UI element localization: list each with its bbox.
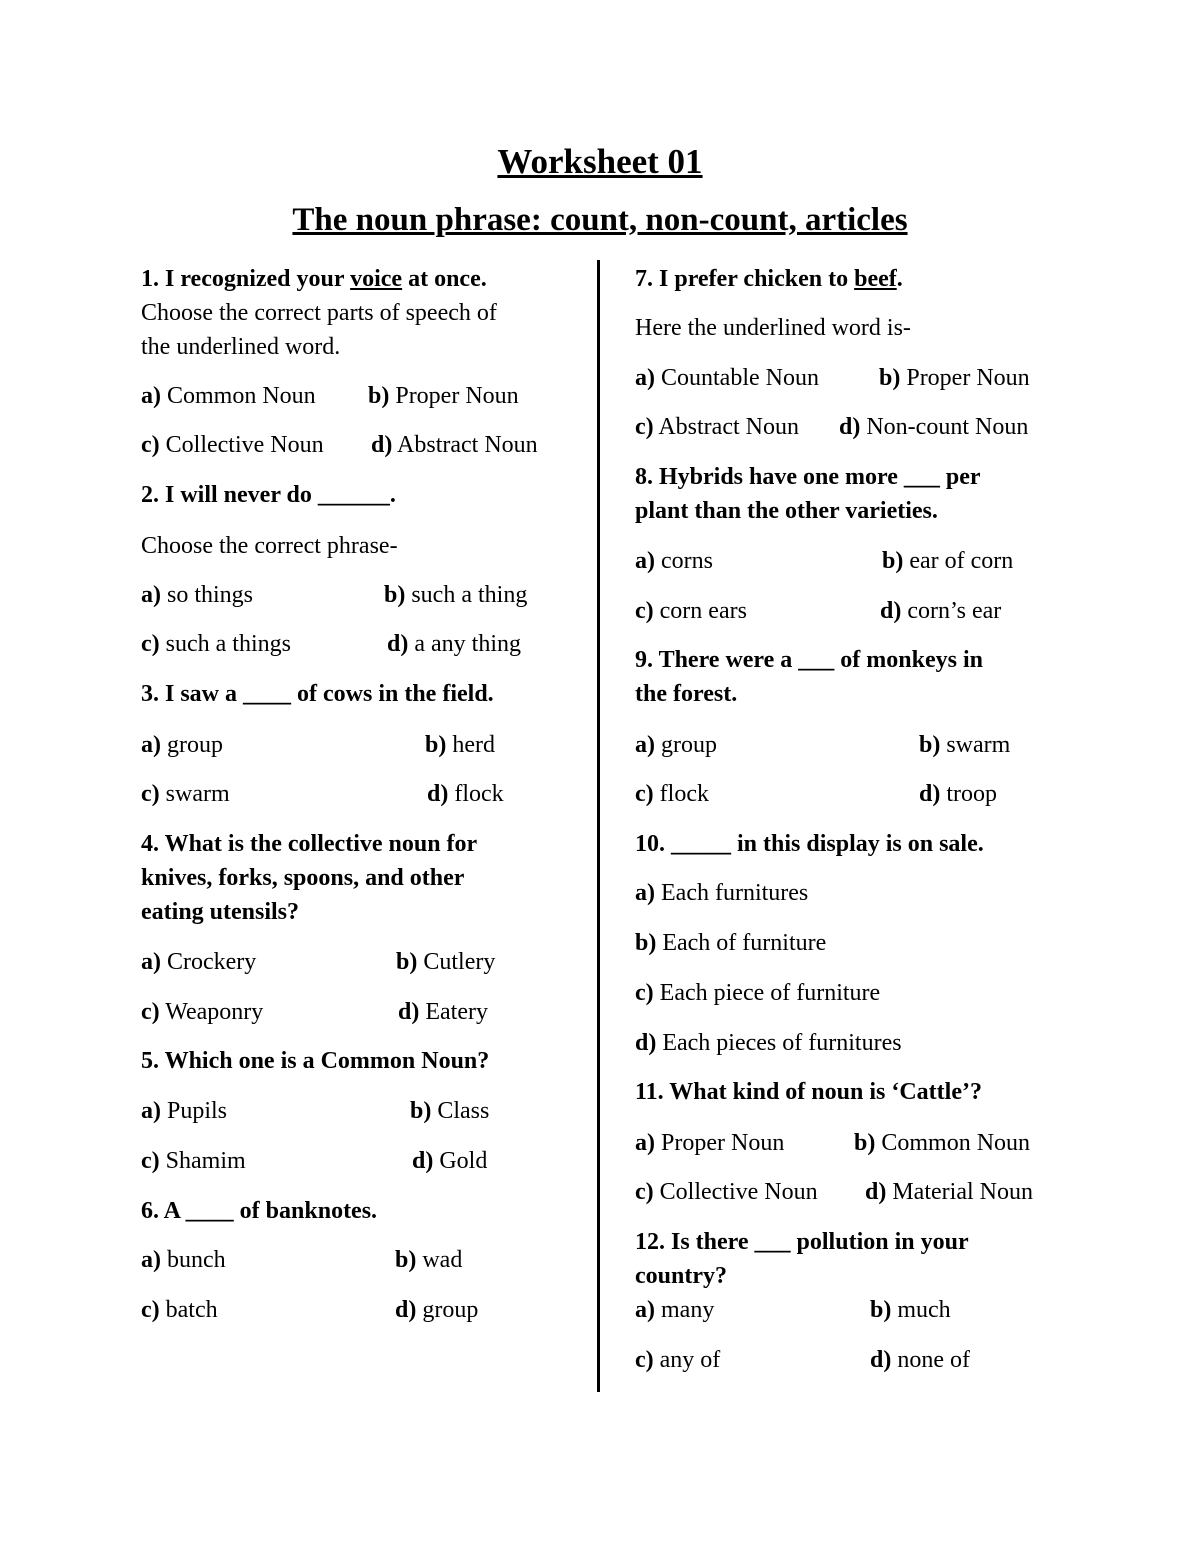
- option-4a: a) Crockery: [141, 949, 257, 975]
- question-9-stem: 9. There were a ___ of monkeys in: [635, 647, 983, 673]
- option-7d: d) Non-count Noun: [839, 414, 1029, 440]
- option-8d: d) corn’s ear: [880, 598, 1002, 624]
- option-11c: c) Collective Noun: [635, 1179, 818, 1205]
- question-4-stem: 4. What is the collective noun for: [141, 831, 478, 857]
- question-1-stem: 1. I recognized your voice at once.: [141, 266, 487, 292]
- question-8-stem: 8. Hybrids have one more ___ per: [635, 464, 981, 490]
- option-6b: b) wad: [395, 1247, 463, 1273]
- option-1d: d) Abstract Noun: [371, 432, 538, 458]
- option-2a: a) so things: [141, 582, 254, 608]
- option-11b: b) Common Noun: [854, 1130, 1031, 1156]
- option-3d: d) flock: [427, 781, 504, 807]
- option-1b: b) Proper Noun: [368, 383, 519, 409]
- question-5-stem: 5. Which one is a Common Noun?: [141, 1048, 490, 1074]
- option-5c: c) Shamim: [141, 1148, 246, 1174]
- option-9c: c) flock: [635, 781, 709, 807]
- option-8c: c) corn ears: [635, 598, 747, 624]
- option-7c: c) Abstract Noun: [635, 414, 799, 440]
- question-3-stem: 3. I saw a ____ of cows in the field.: [141, 681, 494, 707]
- worksheet-subtitle: The noun phrase: count, non-count, articles: [292, 202, 908, 238]
- option-6d: d) group: [395, 1297, 479, 1323]
- worksheet-title: Worksheet 01: [497, 142, 703, 181]
- underlined-word: voice: [350, 266, 403, 292]
- question-4-stem: knives, forks, spoons, and other: [141, 865, 465, 891]
- option-12b: b) much: [870, 1297, 951, 1323]
- question-10-stem: 10. _____ in this display is on sale.: [635, 831, 984, 857]
- option-5a: a) Pupils: [141, 1098, 228, 1124]
- column-divider: [597, 260, 600, 1392]
- question-12-stem: country?: [635, 1263, 727, 1289]
- option-9d: d) troop: [919, 781, 998, 807]
- option-4c: c) Weaponry: [141, 999, 264, 1025]
- question-11-stem: 11. What kind of noun is ‘Cattle’?: [635, 1079, 982, 1105]
- option-2b: b) such a thing: [384, 582, 528, 608]
- option-11d: d) Material Noun: [865, 1179, 1033, 1205]
- option-12c: c) any of: [635, 1347, 721, 1373]
- question-9-stem: the forest.: [635, 681, 738, 707]
- option-5d: d) Gold: [412, 1148, 488, 1174]
- option-12d: d) none of: [870, 1347, 970, 1373]
- option-11a: a) Proper Noun: [635, 1130, 785, 1156]
- option-1a: a) Common Noun: [141, 383, 316, 409]
- option-4b: b) Cutlery: [396, 949, 496, 975]
- question-6-stem: 6. A ____ of banknotes.: [141, 1198, 378, 1224]
- option-12a: a) many: [635, 1297, 715, 1323]
- question-12-stem: 12. Is there ___ pollution in your: [635, 1229, 969, 1255]
- question-1-instruction: the underlined word.: [141, 334, 341, 360]
- option-3c: c) swarm: [141, 781, 230, 807]
- option-7a: a) Countable Noun: [635, 365, 819, 391]
- option-5b: b) Class: [410, 1098, 490, 1124]
- question-8-stem: plant than the other varieties.: [635, 498, 938, 524]
- option-7b: b) Proper Noun: [879, 365, 1030, 391]
- question-4-stem: eating utensils?: [141, 899, 300, 925]
- option-9a: a) group: [635, 732, 717, 758]
- option-10a: a) Each furnitures: [635, 880, 809, 906]
- option-8b: b) ear of corn: [882, 548, 1014, 574]
- option-10b: b) Each of furniture: [635, 930, 827, 956]
- option-1c: c) Collective Noun: [141, 432, 324, 458]
- option-6a: a) bunch: [141, 1247, 226, 1273]
- option-3a: a) group: [141, 732, 223, 758]
- question-2-instruction: Choose the correct phrase-: [141, 533, 398, 559]
- underlined-word: beef: [854, 266, 897, 292]
- option-10c: c) Each piece of furniture: [635, 980, 881, 1006]
- option-3b: b) herd: [425, 732, 495, 758]
- option-2d: d) a any thing: [387, 631, 521, 657]
- option-8a: a) corns: [635, 548, 713, 574]
- question-7-stem: 7. I prefer chicken to beef.: [635, 266, 903, 292]
- option-2c: c) such a things: [141, 631, 291, 657]
- option-6c: c) batch: [141, 1297, 218, 1323]
- option-9b: b) swarm: [919, 732, 1011, 758]
- option-4d: d) Eatery: [398, 999, 488, 1025]
- question-7-instruction: Here the underlined word is-: [635, 315, 911, 341]
- question-1-instruction: Choose the correct parts of speech of: [141, 300, 497, 326]
- option-10d: d) Each pieces of furnitures: [635, 1030, 902, 1056]
- question-2-stem: 2. I will never do ______.: [141, 482, 396, 508]
